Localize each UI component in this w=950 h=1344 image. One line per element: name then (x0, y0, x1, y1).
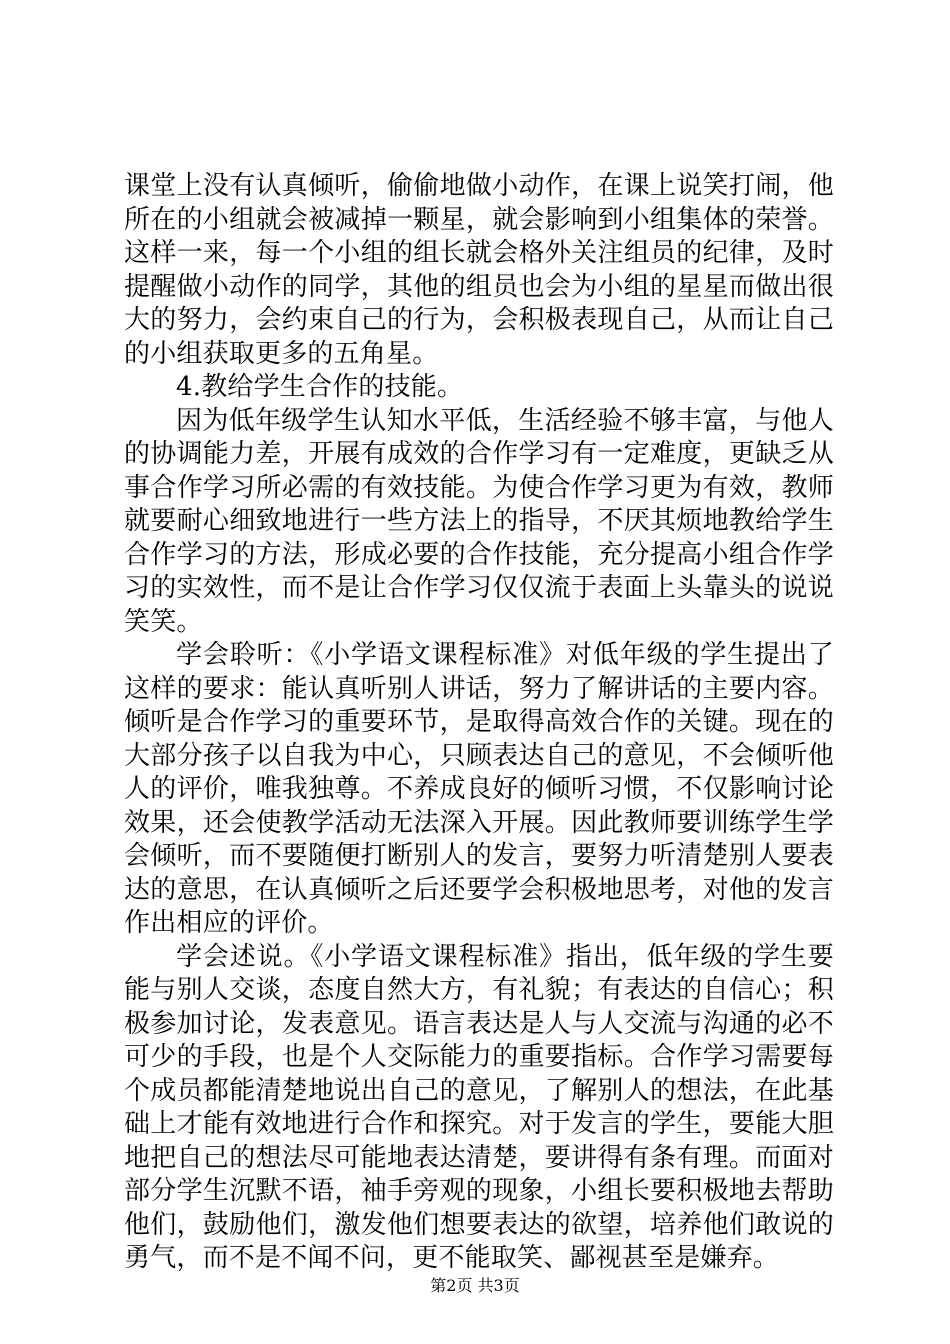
paragraph-learn-to-listen: 学会聆听：《小学语文课程标准》对低年级的学生提出了这样的要求：能认真听别人讲话，努力了解讲话的主要内容。倾听是合作学习的重要环节，是取得高效合作的关键。现在的大部分孩子以自我为中心，只顾表达自己的意见，不会倾听他人的评价，唯我独尊。不养成良好的倾听习惯，不仅影响讨论效果，还会使教学活动无法深入开展。因此教师要训练学生学会倾听，而不要随便打断别人的发言，要努力听清楚别人要表达的意思，在认真倾听之后还要学会积极地思考，对他的发言作出相应的评价。 (124, 640, 834, 938)
page-number-label: 第2页 共3页 (430, 1276, 520, 1295)
paragraph-continued: 课堂上没有认真倾听，偷偷地做小动作，在课上说笑打闹，他所在的小组就会被减掉一颗星，就会影响到小组集体的荣誉。这样一来，每一个小组的组长就会格外关注组员的纪律，及时提醒做小动作的同学，其他的组员也会为小组的星星而做出很大的努力，会约束自己的行为，会积极表现自己，从而让自己的小组获取更多的五角星。 (124, 171, 834, 369)
paragraph-skills-intro: 因为低年级学生认知水平低，生活经验不够丰富，与他人的协调能力差，开展有成效的合作学习有一定难度，更缺乏从事合作学习所必需的有效技能。为使合作学习更为有效，教师就要耐心细致地进行一些方法上的指导，不厌其烦地教给学生合作学习的方法，形成必要的合作技能，充分提高小组合作学习的实效性，而不是让合作学习仅仅流于表面上头靠头的说说笑笑。 (124, 405, 834, 637)
document-body (124, 170, 834, 1276)
paragraph-learn-to-speak: 学会述说。《小学语文课程标准》指出，低年级的学生要能与别人交谈，态度自然大方，有礼貌；有表达的自信心；积极参加讨论，发表意见。语言表达是人与人交流与沟通的必不可少的手段，也是个人交际能力的重要指标。合作学习需要每个成员都能清楚地说出自己的意见，了解别人的想法，在此基础上才能有效地进行合作和探究。对于发言的学生，要能大胆地把自己的想法尽可能地表达清楚，要讲得有条有理。而面对部分学生沉默不语，袖手旁观的现象，小组长要积极地去帮助他们，鼓励他们，激发他们想要表达的欲望，培养他们敢说的勇气，而不是不闻不问，更不能取笑、鄙视甚至是嫌弃。 (124, 941, 834, 1273)
section-heading-cooperation-skills: 4.教给学生合作的技能。 (176, 372, 464, 402)
page-footer (0, 1276, 950, 1296)
